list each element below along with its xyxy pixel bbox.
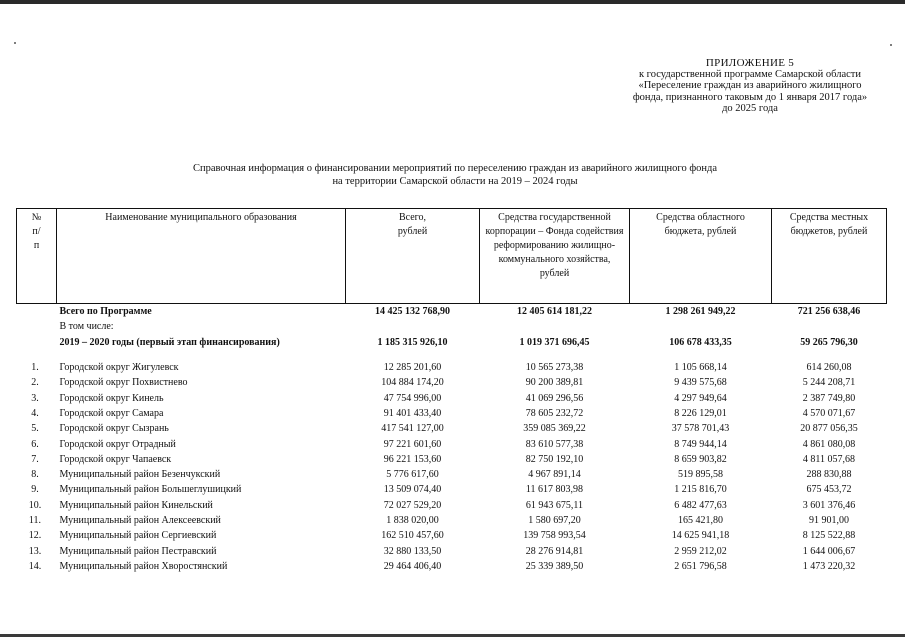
cell-regional: 1 215 816,70 bbox=[674, 484, 727, 496]
cell-regional: 9 439 575,68 bbox=[674, 377, 727, 389]
header-fund: Средства государственной корпорации – Фонда содействия реформированию жилищно-коммунального хозяйства, рублей bbox=[480, 209, 630, 304]
cell-regional: 1 105 668,14 bbox=[674, 362, 727, 374]
header-name: Наименование муниципального образования bbox=[57, 209, 346, 304]
cell-regional: 14 625 941,18 bbox=[671, 530, 730, 542]
table-header-row bbox=[17, 209, 887, 304]
cell-regional: 37 578 701,43 bbox=[671, 423, 730, 435]
cell-no: 4. bbox=[31, 407, 39, 419]
table-row bbox=[17, 543, 887, 558]
header-total: Всего, рублей bbox=[346, 209, 480, 304]
cell-fund: 359 085 369,22 bbox=[523, 423, 586, 435]
appendix-block bbox=[600, 58, 900, 114]
cell-name: Городской округ Кинель bbox=[59, 392, 164, 404]
cell-local: 288 830,88 bbox=[806, 469, 852, 481]
cell-local: 3 601 376,46 bbox=[802, 499, 856, 511]
cell-no: 9. bbox=[31, 484, 39, 496]
cell-fund: 4 967 891,14 bbox=[528, 469, 581, 481]
cell-regional: 165 421,80 bbox=[678, 515, 723, 526]
appendix-line: к государственной программе Самарской области bbox=[638, 69, 862, 81]
appendix-line: «Переселение граждан из аварийного жилищного bbox=[638, 80, 862, 92]
cell-total: 97 221 601,60 bbox=[383, 438, 442, 450]
including-label: В том числе: bbox=[59, 321, 114, 333]
table-row bbox=[17, 390, 887, 405]
cell-fund: 10 565 273,38 bbox=[525, 362, 584, 374]
scan-speck bbox=[890, 44, 892, 46]
cell-regional: 8 749 944,14 bbox=[674, 438, 727, 450]
cell-regional: 2 651 796,58 bbox=[674, 560, 727, 572]
cell-name: Муниципальный район Большеглушицкий bbox=[59, 484, 242, 496]
cell-name: Городской округ Отрадный bbox=[59, 438, 176, 450]
cell-fund: 1 580 697,20 bbox=[528, 515, 581, 526]
header-regional: Средства областного бюджета, рублей bbox=[630, 209, 772, 304]
cell-local: 2 387 749,80 bbox=[802, 392, 856, 404]
stage-total: 1 185 315 926,10 bbox=[377, 336, 448, 348]
stage-row bbox=[17, 335, 887, 350]
cell-regional: 4 297 949,64 bbox=[674, 392, 727, 404]
table-row bbox=[17, 360, 887, 375]
header-local: Средства местных бюджетов, рублей bbox=[772, 209, 887, 304]
cell-local: 4 570 071,67 bbox=[802, 407, 856, 419]
cell-local: 675 453,72 bbox=[806, 484, 852, 496]
cell-name: Муниципальный район Кинельский bbox=[59, 499, 213, 511]
cell-no: 13. bbox=[28, 545, 42, 557]
cell-local: 1 644 006,67 bbox=[802, 545, 856, 557]
cell-regional: 6 482 477,63 bbox=[674, 499, 727, 511]
cell-total: 91 401 433,40 bbox=[383, 407, 442, 419]
cell-total: 5 776 617,60 bbox=[386, 469, 439, 481]
cell-regional: 8 226 129,01 bbox=[674, 407, 727, 419]
cell-no: 6. bbox=[31, 438, 39, 450]
stage-local: 59 265 796,30 bbox=[800, 336, 858, 348]
cell-local: 5 244 208,71 bbox=[802, 377, 856, 389]
appendix-line: фонда, признанного таковым до 1 января 2017 года» bbox=[632, 91, 868, 103]
cell-regional: 8 659 903,82 bbox=[674, 453, 727, 465]
table-row bbox=[17, 513, 887, 528]
appendix-heading: ПРИЛОЖЕНИЕ 5 bbox=[705, 57, 795, 69]
cell-local: 4 811 057,68 bbox=[802, 453, 856, 465]
cell-no: 3. bbox=[31, 392, 39, 404]
table-row bbox=[17, 436, 887, 451]
cell-total: 12 285 201,60 bbox=[383, 362, 442, 374]
cell-fund: 61 943 675,11 bbox=[525, 499, 584, 511]
cell-fund: 78 605 232,72 bbox=[525, 407, 584, 419]
cell-total: 104 884 174,20 bbox=[381, 377, 444, 389]
cell-fund: 82 750 192,10 bbox=[525, 453, 584, 465]
cell-name: Городской округ Похвистнево bbox=[59, 377, 188, 389]
table-row bbox=[17, 421, 887, 436]
cell-name: Муниципальный район Сергиевский bbox=[59, 530, 217, 542]
cell-total: 13 509 074,40 bbox=[383, 484, 442, 496]
cell-name: Городской округ Жигулевск bbox=[59, 362, 179, 374]
cell-fund: 41 069 296,56 bbox=[525, 392, 584, 404]
cell-fund: 28 276 914,81 bbox=[525, 545, 584, 557]
table-row bbox=[17, 498, 887, 513]
cell-regional: 519 895,58 bbox=[678, 469, 723, 481]
cell-local: 4 861 080,08 bbox=[802, 438, 856, 450]
cell-name: Муниципальный район Хворостянский bbox=[59, 560, 228, 572]
cell-no: 1. bbox=[31, 362, 39, 374]
title-line: на территории Самарской области на 2019 – 2024 годы bbox=[332, 176, 578, 187]
cell-no: 2. bbox=[31, 377, 39, 389]
cell-name: Городской округ Чапаевск bbox=[59, 453, 172, 465]
header-no: № п/п bbox=[17, 209, 57, 304]
cell-name: Муниципальный район Алексеевский bbox=[59, 515, 221, 526]
summary-label: Всего по Программе bbox=[59, 306, 152, 318]
financing-table bbox=[16, 208, 887, 574]
cell-total: 72 027 529,20 bbox=[383, 499, 442, 511]
cell-no: 11. bbox=[28, 515, 42, 526]
cell-no: 10. bbox=[28, 499, 42, 511]
stage-regional: 106 678 433,35 bbox=[669, 336, 732, 348]
stage-fund: 1 019 371 696,45 bbox=[519, 336, 590, 348]
summary-row bbox=[17, 304, 887, 320]
cell-fund: 11 617 803,98 bbox=[525, 484, 584, 496]
cell-no: 8. bbox=[31, 469, 39, 481]
table-row bbox=[17, 528, 887, 543]
cell-name: Муниципальный район Безенчукский bbox=[59, 469, 221, 481]
stage-label: 2019 – 2020 годы (первый этап финансирования) bbox=[59, 336, 280, 348]
title-line: Справочная информация о финансировании мероприятий по переселению граждан из аварийного жилищного фонда bbox=[192, 163, 718, 174]
cell-total: 162 510 457,60 bbox=[381, 530, 444, 542]
cell-name: Муниципальный район Пестравский bbox=[59, 545, 217, 557]
table-row bbox=[17, 559, 887, 574]
cell-name: Городской округ Сызрань bbox=[59, 423, 169, 435]
cell-local: 614 260,08 bbox=[806, 362, 852, 374]
cell-fund: 25 339 389,50 bbox=[525, 560, 584, 572]
cell-no: 12. bbox=[28, 530, 42, 542]
cell-total: 1 838 020,00 bbox=[386, 515, 439, 526]
table-row bbox=[17, 375, 887, 390]
cell-local: 91 901,00 bbox=[809, 515, 849, 526]
summary-regional: 1 298 261 949,22 bbox=[665, 306, 736, 318]
scan-speck bbox=[14, 42, 16, 44]
scan-edge-top bbox=[0, 0, 905, 4]
cell-total: 32 880 133,50 bbox=[383, 545, 442, 557]
spacer-row bbox=[17, 350, 887, 360]
cell-local: 8 125 522,88 bbox=[802, 530, 856, 542]
summary-fund: 12 405 614 181,22 bbox=[517, 306, 592, 318]
cell-no: 7. bbox=[31, 453, 39, 465]
cell-fund: 90 200 389,81 bbox=[525, 377, 584, 389]
table-row bbox=[17, 452, 887, 467]
summary-total: 14 425 132 768,90 bbox=[375, 306, 450, 318]
cell-name: Городской округ Самара bbox=[59, 407, 164, 419]
cell-fund: 139 758 993,54 bbox=[523, 530, 586, 542]
cell-total: 47 754 996,00 bbox=[383, 392, 442, 404]
cell-regional: 2 959 212,02 bbox=[674, 545, 727, 557]
including-row bbox=[17, 319, 887, 334]
summary-local: 721 256 638,46 bbox=[797, 306, 861, 318]
document-title bbox=[100, 162, 810, 188]
appendix-line: до 2025 года bbox=[722, 102, 778, 114]
cell-total: 29 464 406,40 bbox=[383, 560, 442, 572]
cell-local: 20 877 056,35 bbox=[800, 423, 858, 435]
table-row bbox=[17, 406, 887, 421]
cell-no: 5. bbox=[31, 423, 39, 435]
scan-edge-bottom bbox=[0, 634, 905, 637]
cell-total: 96 221 153,60 bbox=[383, 453, 442, 465]
cell-total: 417 541 127,00 bbox=[381, 423, 444, 435]
table-row bbox=[17, 482, 887, 497]
table-row bbox=[17, 467, 887, 482]
cell-no: 14. bbox=[28, 560, 42, 572]
cell-fund: 83 610 577,38 bbox=[525, 438, 584, 450]
cell-local: 1 473 220,32 bbox=[802, 560, 856, 572]
